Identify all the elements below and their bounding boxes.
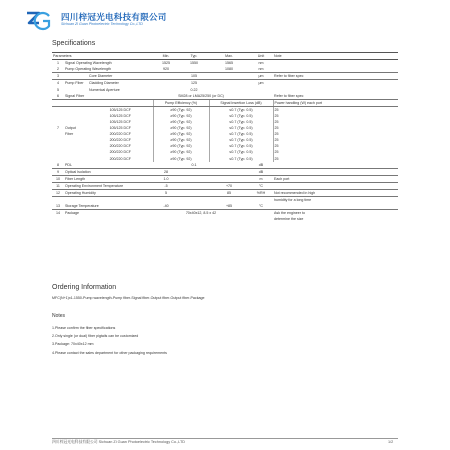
unit: μm bbox=[249, 73, 273, 80]
typ-value: 1550 bbox=[190, 61, 198, 66]
max-value bbox=[209, 162, 249, 169]
param-label: Package bbox=[65, 211, 79, 216]
note bbox=[273, 162, 398, 169]
note bbox=[273, 66, 398, 73]
sub-label: 200/220 DCF bbox=[109, 132, 131, 137]
param-label: Operating Environment Temperature bbox=[64, 182, 153, 189]
max-value: +85 bbox=[209, 203, 249, 210]
typ-value bbox=[179, 182, 209, 189]
row-number: 10 bbox=[52, 175, 64, 182]
param-label: Storage Temperature bbox=[64, 203, 153, 210]
typ-value bbox=[179, 66, 209, 73]
note bbox=[273, 60, 398, 67]
unit: nm bbox=[258, 61, 264, 66]
note-line: 4.Please contact the sales department for other packaging requirements bbox=[52, 350, 167, 355]
max-value bbox=[209, 175, 249, 182]
typ-value bbox=[179, 175, 209, 182]
table-row bbox=[52, 210, 398, 217]
pump-efficiency: ≥90 (Typ. 92) bbox=[153, 125, 209, 131]
column-header: Parameters bbox=[52, 53, 153, 60]
table-row bbox=[52, 80, 398, 87]
note: 25 bbox=[273, 113, 398, 119]
column-header: Unit bbox=[249, 53, 273, 60]
row-number: 2 bbox=[52, 66, 64, 73]
table-row bbox=[52, 189, 398, 196]
spanned-value: 70x40x12, 8.5 x 42 bbox=[185, 211, 217, 216]
row-number bbox=[52, 99, 64, 106]
min-value: 28 bbox=[153, 168, 179, 175]
typ-value: 125 bbox=[191, 81, 197, 86]
row-number: 4 bbox=[57, 81, 59, 86]
group-label: Output bbox=[65, 126, 76, 131]
note: 25 bbox=[273, 119, 398, 125]
param-label: Pump Operating Wavelength bbox=[64, 66, 153, 73]
insertion-loss: ≤0.7 (Typ. 0.5) bbox=[209, 137, 273, 143]
pump-efficiency: ≥90 (Typ. 92) bbox=[153, 143, 209, 149]
row-number: 7 bbox=[57, 126, 59, 131]
note: Not recommended in high bbox=[273, 189, 398, 196]
row-number: 9 bbox=[52, 168, 64, 175]
note: humidity for a long time bbox=[274, 198, 312, 203]
pump-efficiency: Pump Efficiency (%) bbox=[153, 99, 209, 106]
row-number: 1 bbox=[57, 61, 59, 66]
insertion-loss: ≤0.7 (Typ. 0.5) bbox=[209, 149, 273, 155]
spec-header-row bbox=[52, 53, 398, 60]
spanned-value bbox=[153, 216, 249, 222]
unit: m bbox=[249, 175, 273, 182]
max-value bbox=[209, 73, 249, 80]
note: 25 bbox=[273, 125, 398, 131]
column-header: Note bbox=[273, 53, 398, 60]
sub-label bbox=[88, 99, 153, 106]
min-value: 5 bbox=[153, 189, 179, 196]
table-row bbox=[52, 197, 398, 204]
column-header: Max. bbox=[209, 53, 249, 60]
note: 25 bbox=[273, 131, 398, 137]
pump-efficiency: ≥90 (Typ. 92) bbox=[153, 119, 209, 125]
table-row bbox=[52, 182, 398, 189]
note bbox=[273, 80, 398, 87]
typ-value: 0.22 bbox=[190, 87, 198, 92]
note: 25 bbox=[273, 149, 398, 155]
note: 25 bbox=[273, 156, 398, 162]
footer-text: 四川梓冠光电科技有限公司 Sichuan Zi Guan Photoelectric Technology Co.,LTD bbox=[52, 440, 186, 444]
param-label bbox=[64, 197, 153, 204]
table-row bbox=[52, 99, 398, 106]
notes-section bbox=[52, 313, 167, 357]
table-row bbox=[52, 168, 398, 175]
insertion-loss: ≤0.7 (Typ. 0.5) bbox=[209, 125, 273, 131]
min-value: 920 bbox=[153, 66, 179, 73]
sub-label: 105/125 DCF bbox=[109, 113, 131, 118]
group-label: Fiber bbox=[65, 132, 74, 137]
min-value bbox=[153, 73, 179, 80]
max-value bbox=[209, 168, 249, 175]
typ-value bbox=[179, 168, 209, 175]
row-number: 8 bbox=[52, 162, 64, 169]
table-row bbox=[52, 203, 398, 210]
max-value: 1565 bbox=[225, 61, 233, 66]
company-name-cn: 四川梓冠光电科技有限公司 bbox=[61, 12, 167, 22]
pump-efficiency: ≥90 (Typ. 92) bbox=[153, 113, 209, 119]
insertion-loss: ≤0.7 (Typ. 0.5) bbox=[209, 131, 273, 137]
pump-efficiency: ≥90 (Typ. 92) bbox=[153, 156, 209, 162]
max-value: 1080 bbox=[209, 66, 249, 73]
sub-label: 200/220 DCF bbox=[109, 144, 131, 149]
note: determine the size bbox=[274, 217, 304, 222]
min-value: -5 bbox=[153, 182, 179, 189]
note-line: 3.Package: 70x40x12 mm bbox=[52, 342, 94, 347]
specifications-title: Specifications bbox=[52, 40, 96, 47]
unit: μm bbox=[258, 81, 264, 86]
note: 25 bbox=[273, 106, 398, 113]
param-label: Optical Isolation bbox=[64, 168, 153, 175]
note: Refer to fiber spec bbox=[273, 93, 398, 100]
notes-title: Notes bbox=[52, 313, 66, 319]
row-number bbox=[52, 216, 64, 222]
sub-label: 200/220 DCF bbox=[109, 150, 131, 155]
sub-label: 105/125 DCF bbox=[109, 126, 131, 131]
unit bbox=[249, 197, 273, 204]
note bbox=[273, 168, 398, 175]
unit bbox=[249, 216, 273, 222]
spanned-value: SM28 or LMA25/250 (or DC) bbox=[153, 93, 249, 100]
sub-label: Cladding Diameter bbox=[89, 81, 119, 86]
min-value bbox=[153, 197, 179, 204]
unit: dB bbox=[249, 162, 273, 169]
group-label bbox=[64, 99, 88, 106]
table-row bbox=[52, 175, 398, 182]
max-value bbox=[209, 80, 249, 87]
unit: nm bbox=[249, 66, 273, 73]
typ-value bbox=[179, 189, 209, 196]
param-label bbox=[64, 216, 153, 222]
param-label: Signal Operating Wavelength bbox=[65, 61, 112, 66]
unit: °C bbox=[249, 203, 273, 210]
insertion-loss: ≤0.7 (Typ. 0.5) bbox=[209, 119, 273, 125]
typ-value: 105 bbox=[179, 73, 209, 80]
table-row bbox=[52, 66, 398, 73]
typ-value: 0.1 bbox=[179, 162, 209, 169]
note: Each port bbox=[273, 175, 398, 182]
max-value bbox=[209, 197, 249, 204]
sub-label: 200/220 DCF bbox=[109, 138, 131, 143]
spec-table bbox=[52, 52, 398, 222]
ordering-text: MFC(N+1)x1-1550-Pump wavelength-Pump fiber-Signal fiber-Output fiber-Output fiber-Package bbox=[52, 296, 205, 300]
unit bbox=[249, 93, 273, 100]
row-number: 6 bbox=[52, 93, 64, 100]
param-label: Operating Humidity bbox=[64, 189, 153, 196]
table-row bbox=[52, 60, 398, 67]
table-row bbox=[52, 106, 398, 113]
row-number: 11 bbox=[52, 182, 64, 189]
row-number bbox=[52, 106, 64, 113]
pump-efficiency: ≥90 (Typ. 92) bbox=[153, 131, 209, 137]
note-line: 2.Only single (or dual) fiber pigtails can be customized bbox=[52, 334, 139, 339]
insertion-loss: ≤0.7 (Typ. 0.5) bbox=[209, 113, 273, 119]
row-number: 13 bbox=[52, 203, 64, 210]
table-row bbox=[52, 73, 398, 80]
note bbox=[273, 203, 398, 210]
note: Ask the engineer to bbox=[274, 211, 305, 216]
footer-divider bbox=[52, 438, 398, 439]
sub-label: Numerical Aperture bbox=[89, 87, 120, 92]
sub-label: 105/125 DCF bbox=[109, 119, 131, 124]
note: 25 bbox=[273, 143, 398, 149]
min-value bbox=[153, 80, 179, 87]
note-line: 1.Please confirm the fiber specifications bbox=[52, 326, 116, 330]
min-value: 1.0 bbox=[153, 175, 179, 182]
table-row bbox=[52, 93, 398, 100]
param-label: Signal Fiber bbox=[64, 93, 153, 100]
column-header: Typ. bbox=[179, 53, 209, 60]
ordering-title: Ordering Information bbox=[52, 284, 117, 291]
typ-value bbox=[179, 203, 209, 210]
pump-efficiency: ≥90 (Typ. 92) bbox=[153, 149, 209, 155]
insertion-loss: ≤0.7 (Typ. 0.5) bbox=[209, 106, 273, 113]
min-value: -40 bbox=[153, 203, 179, 210]
company-name-en: Sichuan Zi Guan Photoelectric Technology Co.,LTD bbox=[61, 22, 143, 26]
unit: dB bbox=[249, 168, 273, 175]
insertion-loss: ≤0.7 (Typ. 0.5) bbox=[209, 156, 273, 162]
note: 25 bbox=[273, 137, 398, 143]
row-number: 5 bbox=[57, 87, 59, 92]
param-label: PDL bbox=[64, 162, 153, 169]
company-logo-icon bbox=[25, 10, 51, 32]
row-number: 12 bbox=[52, 189, 64, 196]
group-label bbox=[64, 73, 88, 80]
table-row bbox=[52, 216, 398, 222]
sub-label: 105/125 DCF bbox=[109, 107, 131, 112]
min-value bbox=[153, 162, 179, 169]
group-label: Pump Fiber bbox=[65, 81, 84, 86]
group-label bbox=[64, 106, 88, 113]
unit bbox=[249, 210, 273, 217]
column-header: Min. bbox=[153, 53, 179, 60]
page-header bbox=[25, 10, 425, 32]
unit: %RH bbox=[249, 189, 273, 196]
max-value: +70 bbox=[209, 182, 249, 189]
insertion-loss: Signal Insertion Loss (dB) bbox=[209, 99, 273, 106]
sub-label: Core Diameter bbox=[88, 73, 153, 80]
typ-value bbox=[179, 197, 209, 204]
page-number: 1/2 bbox=[388, 440, 394, 444]
row-number bbox=[52, 197, 64, 204]
min-value: 1525 bbox=[162, 61, 170, 66]
param-label: Fiber Length bbox=[64, 175, 153, 182]
max-value: 85 bbox=[209, 189, 249, 196]
note: Refer to fiber spec bbox=[273, 73, 398, 80]
sub-label: 200/220 DCF bbox=[109, 156, 131, 161]
pump-efficiency: ≥90 (Typ. 92) bbox=[153, 137, 209, 143]
insertion-loss: ≤0.7 (Typ. 0.5) bbox=[209, 143, 273, 149]
table-row bbox=[52, 162, 398, 169]
row-number: 14 bbox=[56, 211, 60, 216]
row-number: 3 bbox=[52, 73, 64, 80]
note bbox=[273, 182, 398, 189]
unit: °C bbox=[249, 182, 273, 189]
note: Power handling (W) each port bbox=[273, 99, 398, 106]
pump-efficiency: ≥90 (Typ. 92) bbox=[153, 106, 209, 113]
